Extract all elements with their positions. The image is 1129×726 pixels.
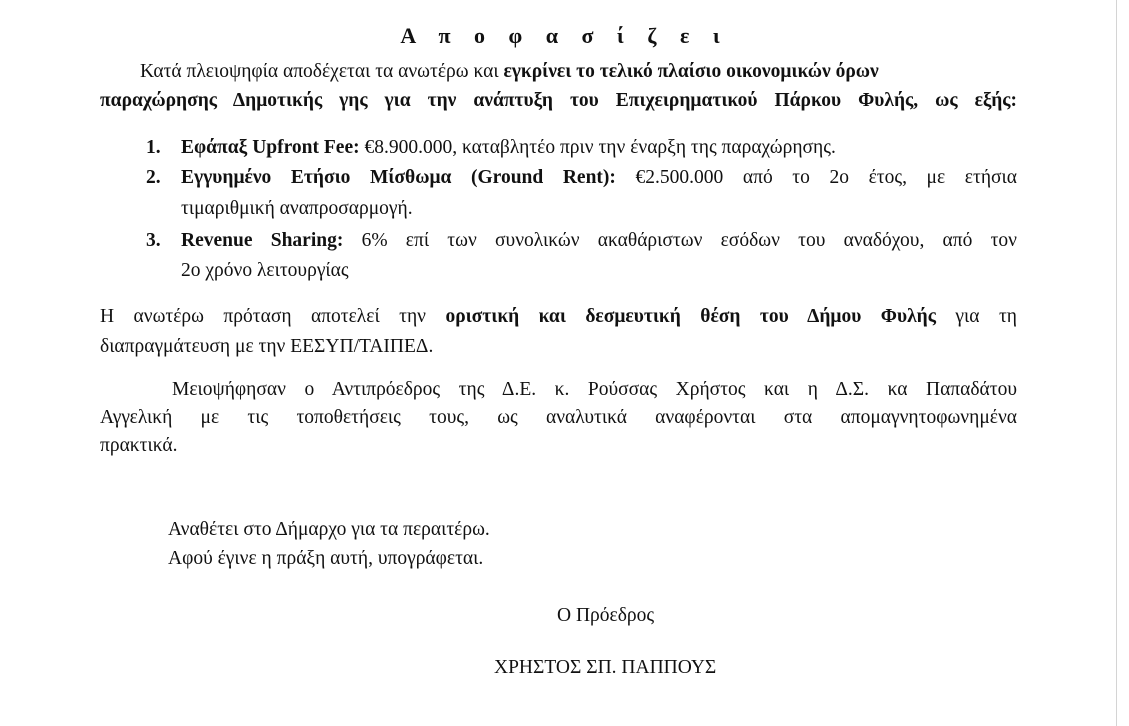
decision-heading: Α π ο φ α σ ί ζ ε ι: [400, 23, 729, 48]
item-3-number: 3.: [146, 230, 161, 251]
item-2-line-1: [181, 166, 1017, 190]
item-3-text: 6% επί των συνολικών ακαθάριστων εσόδων του αναδόχου, από τον: [343, 230, 1017, 251]
item-1-line-1: [181, 136, 836, 160]
intro-line-1: [140, 60, 879, 84]
intro-bold-2: παραχώρησης Δημοτικής γης για την ανάπτυξη του Επιχειρηματικού Πάρκου Φυλής, ως εξής:: [100, 90, 1017, 111]
minority-line-3: πρακτικά.: [100, 435, 178, 456]
item-3-term: Revenue Sharing:: [181, 230, 344, 251]
item-1-text: €8.900.000, καταβλητέο πριν την έναρξη της παραχώρησης.: [359, 137, 836, 158]
position-bold: οριστική και δεσμευτική θέση του Δήμου Φυλής: [445, 306, 936, 327]
item-3-line-1: [181, 229, 1017, 253]
signature-name: ΧΡΗΣΤΟΣ ΣΠ. ΠΑΠΠΟΥΣ: [494, 657, 717, 678]
closing-line-2: Αφού έγινε η πράξη αυτή, υπογράφεται.: [168, 548, 484, 569]
item-1-number: 1.: [146, 137, 161, 158]
minority-line-2: Αγγελική με τις τοποθετήσεις τους, ως αναλυτικά αναφέρονται στα απομαγνητοφωνημένα: [100, 407, 1017, 428]
item-2-text: €2.500.000 από το 2ο έτος, με ετήσια: [615, 167, 1017, 188]
closing-line-1: Αναθέτει στο Δήμαρχο για τα περαιτέρω.: [168, 519, 490, 540]
item-2-line-2: τιμαριθμική αναπροσαρμογή.: [181, 198, 413, 219]
intro-prefix: Κατά πλειοψηφία αποδέχεται τα ανωτέρω και: [140, 61, 504, 82]
item-1-term: Εφάπαξ Upfront Fee:: [181, 137, 360, 158]
minority-line-1: Μειοψήφησαν ο Αντιπρόεδρος της Δ.Ε. κ. Ρούσσας Χρήστος και η Δ.Σ. κα Παπαδάτου: [172, 379, 1017, 400]
item-3-line-2: 2ο χρόνο λειτουργίας: [181, 260, 349, 281]
item-2-term: Εγγυημένο Ετήσιο Μίσθωμα (Ground Rent):: [181, 167, 616, 188]
position-prefix: Η ανωτέρω πρόταση αποτελεί την: [100, 306, 446, 327]
intro-bold-1: εγκρίνει το τελικό πλαίσιο οικονομικών όρων: [503, 61, 879, 82]
page-edge: [1116, 0, 1117, 726]
position-line-2: διαπραγμάτευση με την ΕΕΣΥΠ/ΤΑΙΠΕΔ.: [100, 336, 434, 357]
signature-role: Ο Πρόεδρος: [557, 605, 655, 626]
intro-line-2: [100, 89, 1017, 113]
position-line-1: [100, 305, 1017, 329]
item-2-number: 2.: [146, 167, 161, 188]
position-suffix: για τη: [935, 306, 1017, 327]
